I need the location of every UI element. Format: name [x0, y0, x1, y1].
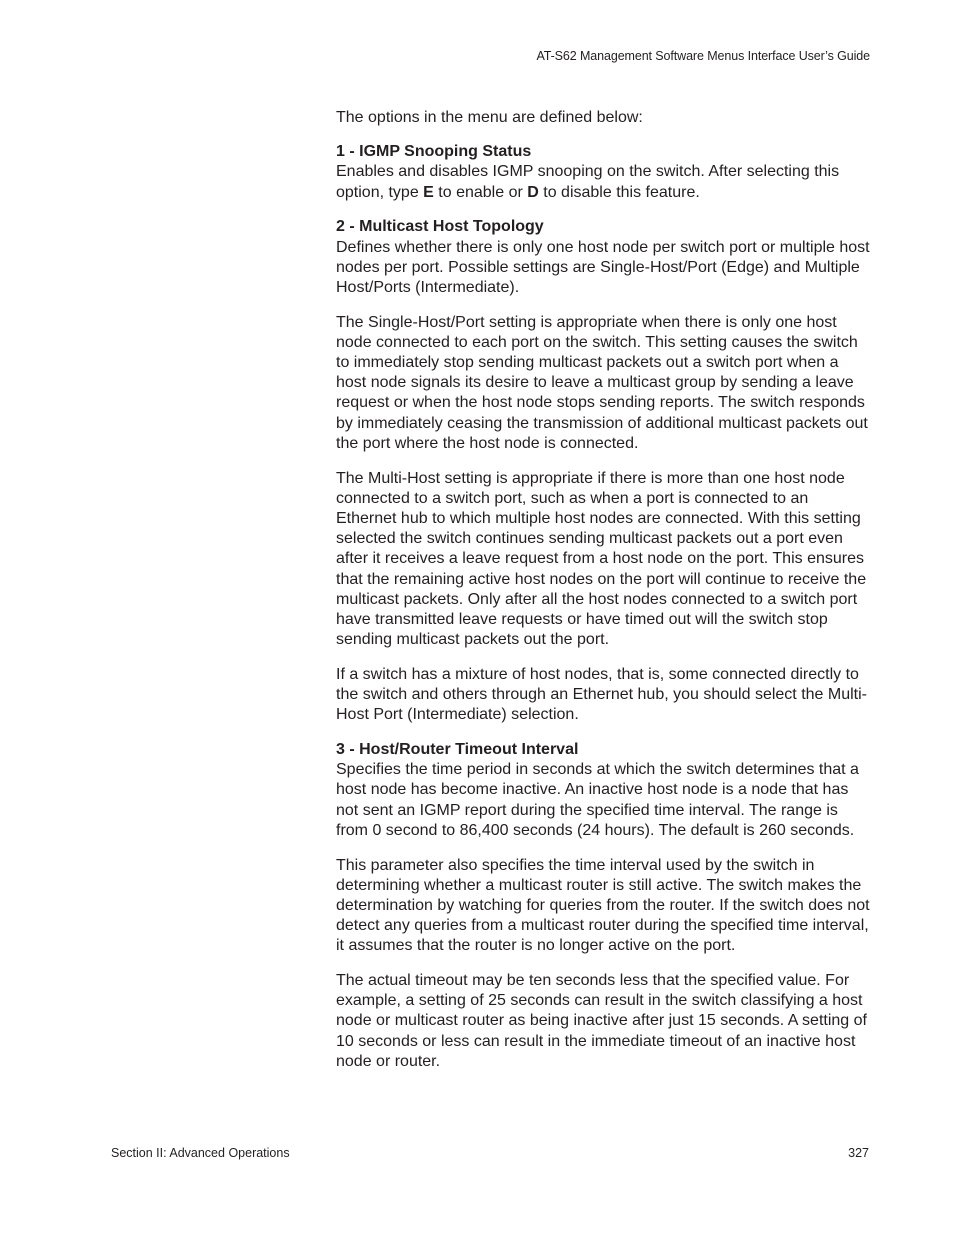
- option-2-paragraph-3: The Multi-Host setting is appropriate if there is more than one host node connected to a switch port, such as when a port is connected to an Ethernet hub to which multiple host nodes are connected. With this setting selected the switch continues sending multicast packets out a port even after it receives a leave request from a host node on the port. This ensures that the remaining active host nodes on the port will continue to receive the multicast packets. Only after all the host nodes connected to a switch port have transmitted leave requests or have timed out will the switch stop sending multicast packets out the port.: [336, 469, 867, 649]
- option-2-paragraph-4: If a switch has a mixture of host nodes, that is, some connected directly to the switch and others through an Ethernet hub, you should select the Multi-Host Port (Intermediate) selection.: [336, 665, 867, 724]
- option-1-text-a: Enables and disables IGMP snooping on the switch. After selecting this option, type: [336, 163, 840, 201]
- option-2-paragraph-1: Defines whether there is only one host node per switch port or multiple host nodes per port. Possible settings are Single-Host/Port (Edge) and Multiple Host/Ports (Intermediate).: [336, 238, 870, 296]
- enable-key: E: [423, 183, 434, 201]
- option-3-paragraph-1: Specifies the time period in seconds at which the switch determines that a host node has become inactive. An inactive host node is a node that has not sent an IGMP report during the specified time interval. The range is from 0 second to 86,400 seconds (24 hours). The default is 260 seconds.: [336, 761, 859, 839]
- running-header: AT-S62 Management Software Menus Interface User’s Guide: [536, 49, 870, 63]
- option-1-description: [336, 162, 872, 202]
- option-3-section: [336, 740, 872, 1072]
- option-2-heading: 2 - Multicast Host Topology: [336, 218, 544, 236]
- option-2-paragraph-2: The Single-Host/Port setting is appropriate when there is only one host node connected to each port on the switch. This setting causes the switch to immediately stop sending multicast packets out a switch port when a host node signals its desire to leave a multicast group by sending a leave request or when the host node stops sending reports. The switch responds by immediately ceasing the transmission of additional multicast packets out the port where the host node is connected.: [336, 313, 868, 452]
- footer-page-number: 327: [848, 1146, 869, 1160]
- intro-text: The options in the menu are defined below:: [336, 109, 643, 126]
- option-1-text-b: to enable or: [433, 183, 528, 201]
- option-3-paragraph-3: The actual timeout may be ten seconds less that the specified value. For example, a setting of 25 seconds can result in the switch classifying a host node or multicast router as being inactive after just 15 seconds. A setting of 10 seconds or less can result in the immediate timeout of an inactive host node or router.: [336, 972, 867, 1070]
- option-2-section: [336, 217, 872, 725]
- option-3-heading: 3 - Host/Router Timeout Interval: [336, 740, 579, 758]
- option-1-text-c: to disable this feature.: [538, 183, 700, 201]
- page-body: [336, 108, 872, 1087]
- option-3-paragraph-2: This parameter also specifies the time interval used by the switch in determining whether a multicast router is still active. The switch makes the determination by watching for queries from the router. If the switch does not detect any queries from a multicast router during the specified time interval, it assumes that the router is no longer active on the port.: [336, 856, 870, 955]
- disable-key: D: [527, 183, 539, 201]
- option-1-heading: 1 - IGMP Snooping Status: [336, 143, 532, 161]
- option-1-section: [336, 142, 872, 203]
- footer-section-label: Section II: Advanced Operations: [111, 1146, 290, 1160]
